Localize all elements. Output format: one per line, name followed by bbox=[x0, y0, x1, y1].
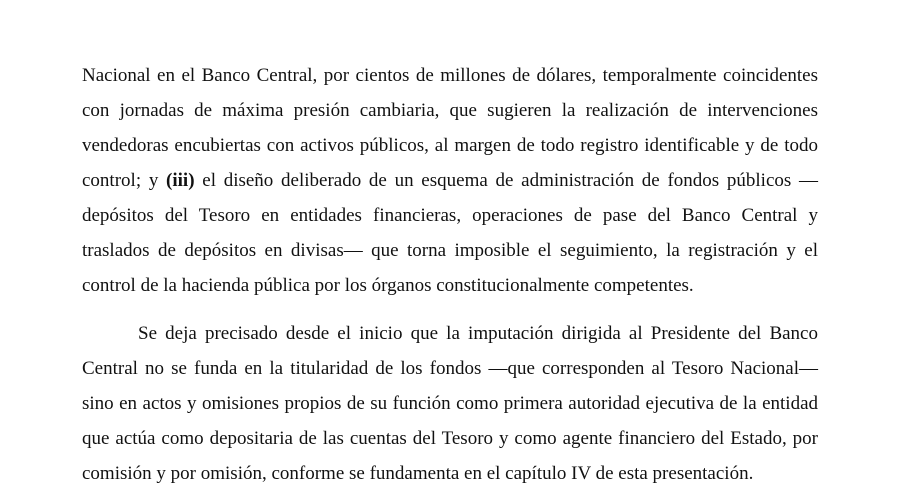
paragraph-1-line-1: Nacional en el Banco Central, por cientos de millones de dólares, temporalmente coincidentes bbox=[82, 65, 818, 86]
paragraph-1-line-3: vendedoras encubiertas con activos públicos, al margen de todo registro identificable y de todo bbox=[82, 135, 818, 156]
paragraph-2-line-5: comisión y por omisión, conforme se fundamenta en el capítulo IV de esta presentación. bbox=[82, 463, 754, 484]
paragraph-2-line-1: Se deja precisado desde el inicio que la imputación dirigida al Presidente del Banco bbox=[138, 323, 818, 344]
paragraph-1 bbox=[82, 58, 818, 303]
paragraph-2-line-4: que actúa como depositaria de las cuentas del Tesoro y como agente financiero del Estado, por bbox=[82, 428, 818, 449]
paragraph-1-line-2: con jornadas de máxima presión cambiaria, que sugieren la realización de intervenciones bbox=[82, 100, 818, 121]
paragraph-2 bbox=[82, 316, 818, 491]
paragraph-1-line-4-post: el diseño deliberado de un esquema de administración de fondos públicos — bbox=[194, 170, 818, 191]
paragraph-1-line-6: traslados de depósitos en divisas— que torna imposible el seguimiento, la registración y el bbox=[82, 240, 818, 261]
enumeration-marker-iii: (iii) bbox=[166, 170, 195, 191]
paragraph-2-line-2: Central no se funda en la titularidad de los fondos —que corresponden al Tesoro Nacional— bbox=[82, 358, 818, 379]
paragraph-1-line-7: control de la hacienda pública por los órganos constitucionalmente competentes. bbox=[82, 275, 694, 296]
paragraph-1-line-4 bbox=[82, 163, 818, 198]
paragraph-1-line-5: depósitos del Tesoro en entidades financieras, operaciones de pase del Banco Central y bbox=[82, 205, 818, 226]
paragraph-1-line-4-pre: control; y bbox=[82, 170, 167, 191]
paragraph-2-line-3: sino en actos y omisiones propios de su función como primera autoridad ejecutiva de la entidad bbox=[82, 393, 818, 414]
